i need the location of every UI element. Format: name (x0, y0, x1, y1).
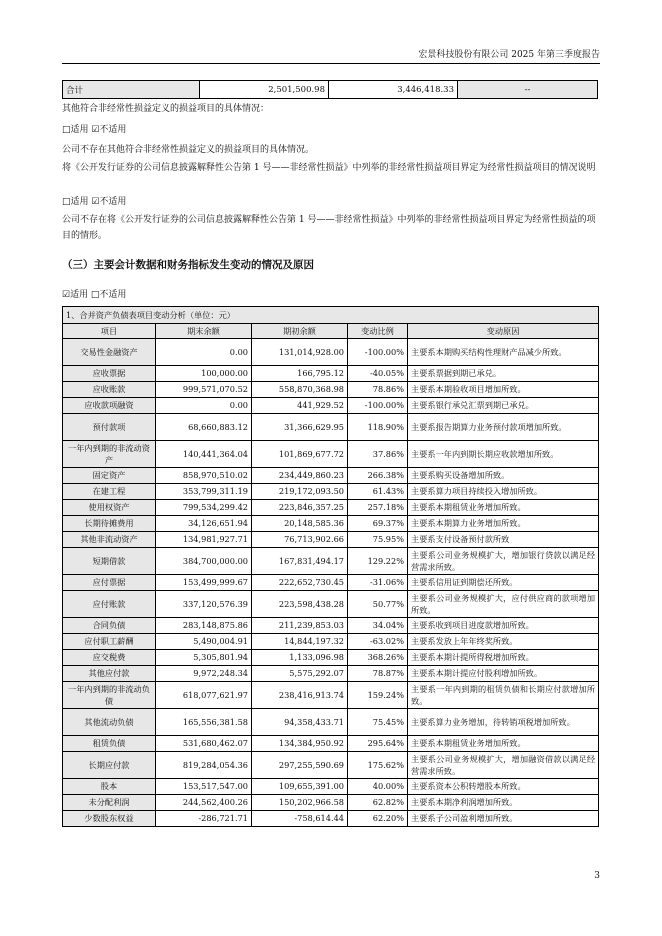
row-change-ratio: 40.00% (348, 779, 408, 795)
row-reason: 主要系银行承兑汇票到期已承兑。 (408, 398, 599, 414)
row-begin-balance: 150,202,966.58 (252, 795, 348, 811)
table-row (63, 382, 599, 398)
row-item: 长期待摊费用 (63, 516, 156, 532)
table-row (63, 795, 599, 811)
table-row (63, 414, 599, 441)
row-begin-balance: 94,358,433.71 (252, 709, 348, 736)
row-begin-balance: 134,384,950.92 (252, 736, 348, 752)
table-row (63, 779, 599, 795)
table-caption-row (63, 307, 599, 324)
row-change-ratio: 50.77% (348, 591, 408, 618)
row-begin-balance: 131,014,928.00 (252, 339, 348, 366)
row-end-balance: 34,126,651.94 (156, 516, 252, 532)
table-row (63, 634, 599, 650)
table-caption: 1、合并资产负债表项目变动分析（单位：元） (63, 307, 599, 324)
row-change-ratio: 75.95% (348, 532, 408, 548)
total-prior: 3,446,418.33 (329, 81, 458, 99)
para-no-other-items: 公司不存在其他符合非经常性损益定义的损益项目的具体情况。 (62, 145, 315, 155)
row-end-balance: 819,284,054.36 (156, 752, 252, 779)
table-row (63, 736, 599, 752)
table-row (63, 532, 599, 548)
row-item: 其他应付款 (63, 666, 156, 682)
col-header-end-balance: 期末余额 (156, 324, 252, 339)
row-item: 一年内到期的非流动资产 (63, 441, 156, 468)
row-change-ratio: 37.86% (348, 441, 408, 468)
section-title: （三）主要会计数据和财务指标发生变动的情况及原因 (62, 259, 314, 271)
col-header-reason: 变动原因 (408, 324, 599, 339)
row-begin-balance: 76,713,902.66 (252, 532, 348, 548)
row-begin-balance: 441,929.52 (252, 398, 348, 414)
row-reason: 主要系算力业务增加，待转销项税增加所致。 (408, 709, 599, 736)
row-reason: 主要系本期租赁业务增加所致。 (408, 500, 599, 516)
row-end-balance: 153,517,547.00 (156, 779, 252, 795)
row-change-ratio: -100.00% (348, 339, 408, 366)
row-item: 应收款项融资 (63, 398, 156, 414)
row-begin-balance: 20,148,585.36 (252, 516, 348, 532)
row-change-ratio: 257.18% (348, 500, 408, 516)
row-item: 少数股东权益 (63, 811, 156, 827)
row-change-ratio: -100.00% (348, 398, 408, 414)
row-item: 租赁负债 (63, 736, 156, 752)
row-end-balance: 5,490,004.91 (156, 634, 252, 650)
table-row (63, 441, 599, 468)
row-change-ratio: 129.22% (348, 548, 408, 575)
row-begin-balance: 223,846,357.25 (252, 500, 348, 516)
row-reason: 主要系购买设备增加所致。 (408, 468, 599, 484)
row-change-ratio: 78.87% (348, 666, 408, 682)
row-end-balance: 384,700,000.00 (156, 548, 252, 575)
row-end-balance: 9,972,248.34 (156, 666, 252, 682)
row-reason: 主要系本期租赁业务增加所致。 (408, 736, 599, 752)
row-begin-balance: 297,255,590.69 (252, 752, 348, 779)
row-end-balance: 531,680,462.07 (156, 736, 252, 752)
row-end-balance: 0.00 (156, 339, 252, 366)
row-reason: 主要系报告期算力业务预付款项增加所致。 (408, 414, 599, 441)
row-item: 在建工程 (63, 484, 156, 500)
row-end-balance: 618,077,621.97 (156, 682, 252, 709)
row-reason: 主要系子公司盈利增加所致。 (408, 811, 599, 827)
row-end-balance: 68,660,883.12 (156, 414, 252, 441)
row-change-ratio: 69.37% (348, 516, 408, 532)
para-checkbox-1: □适用 ☑不适用 (62, 125, 127, 135)
row-begin-balance: 219,172,093.50 (252, 484, 348, 500)
row-begin-balance: 238,416,913.74 (252, 682, 348, 709)
row-change-ratio: -31.06% (348, 575, 408, 591)
row-end-balance: 134,981,927.71 (156, 532, 252, 548)
row-change-ratio: -63.02% (348, 634, 408, 650)
row-item: 应收票据 (63, 366, 156, 382)
row-reason: 主要系本期净利润增加所致。 (408, 795, 599, 811)
row-end-balance: 165,556,381.58 (156, 709, 252, 736)
row-reason: 主要系本期计提应付股利增加所致。 (408, 666, 599, 682)
para-checkbox-2: □适用 ☑不适用 (62, 197, 127, 207)
row-item: 应付账款 (63, 591, 156, 618)
row-change-ratio: 368.26% (348, 650, 408, 666)
row-begin-balance: 1,133,096.98 (252, 650, 348, 666)
row-begin-balance: 223,598,438.28 (252, 591, 348, 618)
row-end-balance: 999,571,070.52 (156, 382, 252, 398)
row-end-balance: 100,000.00 (156, 366, 252, 382)
row-item: 应付职工薪酬 (63, 634, 156, 650)
row-item: 交易性金融资产 (63, 339, 156, 366)
row-begin-balance: 167,831,494.17 (252, 548, 348, 575)
row-reason: 主要系本期计提所得税增加所致。 (408, 650, 599, 666)
row-reason: 主要系算力项目持续投入增加所致。 (408, 484, 599, 500)
table-row (63, 366, 599, 382)
row-change-ratio: -40.05% (348, 366, 408, 382)
table-row (63, 516, 599, 532)
table-body (63, 339, 599, 827)
row-end-balance: 244,562,400.26 (156, 795, 252, 811)
row-end-balance: 337,120,576.39 (156, 591, 252, 618)
row-begin-balance: 31,366,629.95 (252, 414, 348, 441)
row-change-ratio: 75.45% (348, 709, 408, 736)
row-item: 应收账款 (63, 382, 156, 398)
row-reason: 主要系本期购买结构性理财产品减少所致。 (408, 339, 599, 366)
table-row (63, 650, 599, 666)
row-begin-balance: 234,449,860.23 (252, 468, 348, 484)
row-item: 预付款项 (63, 414, 156, 441)
row-item: 其他非流动资产 (63, 532, 156, 548)
row-reason: 主要系发放上年年终奖所致。 (408, 634, 599, 650)
para-no-reclassification: 公司不存在将《公开发行证券的公司信息披露解释性公告第 1 号——非经常性损益》中列举的非经常性损益项目界定为经常性损益的项目的情形。 (62, 215, 596, 241)
row-begin-balance: 5,575,292.07 (252, 666, 348, 682)
table-row (63, 682, 599, 709)
table-row (63, 398, 599, 414)
row-begin-balance: 109,655,391.00 (252, 779, 348, 795)
row-item: 一年内到期的非流动负债 (63, 682, 156, 709)
row-reason: 主要系信用证到期偿还所致。 (408, 575, 599, 591)
row-end-balance: 353,799,311.19 (156, 484, 252, 500)
row-change-ratio: 34.04% (348, 618, 408, 634)
row-reason: 主要系票据到期已承兑。 (408, 366, 599, 382)
table-row (63, 618, 599, 634)
row-reason: 主要系本期算力业务增加所致。 (408, 516, 599, 532)
row-reason: 主要系本期验收项目增加所致。 (408, 382, 599, 398)
total-note: -- (458, 81, 598, 99)
table-header-row (63, 324, 599, 339)
row-change-ratio: 175.62% (348, 752, 408, 779)
total-current: 2,501,500.98 (200, 81, 329, 99)
page-number: 3 (594, 871, 600, 881)
row-reason: 主要系公司业务规模扩大，增加银行贷款以满足经营需求所致。 (408, 548, 599, 575)
row-reason: 主要系收到项目进度款增加所致。 (408, 618, 599, 634)
row-end-balance: 0.00 (156, 398, 252, 414)
row-item: 固定资产 (63, 468, 156, 484)
para-reclassification-note: 将《公开发行证券的公司信息披露解释性公告第 1 号——非经常性损益》中列举的非经常性损益项目界定为经常性损益项目的情况说明 (62, 163, 596, 173)
row-item: 应交税费 (63, 650, 156, 666)
header-rule (62, 63, 600, 64)
col-header-begin-balance: 期初余额 (252, 324, 348, 339)
para-checkbox-3: ☑适用 □不适用 (62, 290, 127, 300)
row-begin-balance: -758,614.44 (252, 811, 348, 827)
table-row (63, 591, 599, 618)
row-end-balance: 283,148,875.86 (156, 618, 252, 634)
para-other-items: 其他符合非经常性损益定义的损益项目的具体情况： (62, 104, 270, 114)
row-end-balance: 799,534,299.42 (156, 500, 252, 516)
row-change-ratio: 62.20% (348, 811, 408, 827)
row-begin-balance: 166,795.12 (252, 366, 348, 382)
row-reason: 主要系一年内到期长期应收款增加所致。 (408, 441, 599, 468)
table-row (63, 468, 599, 484)
table-row (63, 500, 599, 516)
row-begin-balance: 558,870,368.98 (252, 382, 348, 398)
row-change-ratio: 118.90% (348, 414, 408, 441)
row-item: 应付票据 (63, 575, 156, 591)
row-change-ratio: 61.43% (348, 484, 408, 500)
table-row (63, 339, 599, 366)
table-row (63, 484, 599, 500)
table-row (63, 575, 599, 591)
table-row (63, 709, 599, 736)
row-change-ratio: 266.38% (348, 468, 408, 484)
total-table (62, 80, 598, 99)
row-end-balance: -286,721.71 (156, 811, 252, 827)
row-begin-balance: 211,239,853.03 (252, 618, 348, 634)
row-end-balance: 858,970,510.02 (156, 468, 252, 484)
col-header-item: 项目 (63, 324, 156, 339)
row-item: 长期应付款 (63, 752, 156, 779)
row-end-balance: 153,499,999.67 (156, 575, 252, 591)
row-reason: 主要系公司业务规模扩大，应付供应商的款项增加所致。 (408, 591, 599, 618)
table-row (63, 666, 599, 682)
row-reason: 主要系公司业务规模扩大，增加融资借款以满足经营需求所致。 (408, 752, 599, 779)
row-change-ratio: 78.86% (348, 382, 408, 398)
row-change-ratio: 62.82% (348, 795, 408, 811)
row-item: 合同负债 (63, 618, 156, 634)
row-reason: 主要系资本公积转增股本所致。 (408, 779, 599, 795)
row-reason: 主要系支付设备预付款所致 (408, 532, 599, 548)
total-row (63, 81, 598, 99)
row-item: 其他流动负债 (63, 709, 156, 736)
total-label: 合计 (63, 81, 200, 99)
row-begin-balance: 101,869,677.72 (252, 441, 348, 468)
table-row (63, 548, 599, 575)
row-item: 未分配利润 (63, 795, 156, 811)
row-reason: 主要系一年内到期的租赁负债和长期应付款增加所致。 (408, 682, 599, 709)
table-row (63, 811, 599, 827)
col-header-change-ratio: 变动比例 (348, 324, 408, 339)
row-item: 使用权资产 (63, 500, 156, 516)
row-begin-balance: 14,844,197.32 (252, 634, 348, 650)
row-change-ratio: 295.64% (348, 736, 408, 752)
balance-sheet-table (62, 306, 599, 827)
row-end-balance: 140,441,364.04 (156, 441, 252, 468)
row-end-balance: 5,305,801.94 (156, 650, 252, 666)
row-item: 股本 (63, 779, 156, 795)
row-begin-balance: 222,652,730.45 (252, 575, 348, 591)
table-row (63, 752, 599, 779)
page-header-title: 宏景科技股份有限公司 2025 年第三季度报告 (418, 50, 600, 60)
row-change-ratio: 159.24% (348, 682, 408, 709)
row-item: 短期借款 (63, 548, 156, 575)
